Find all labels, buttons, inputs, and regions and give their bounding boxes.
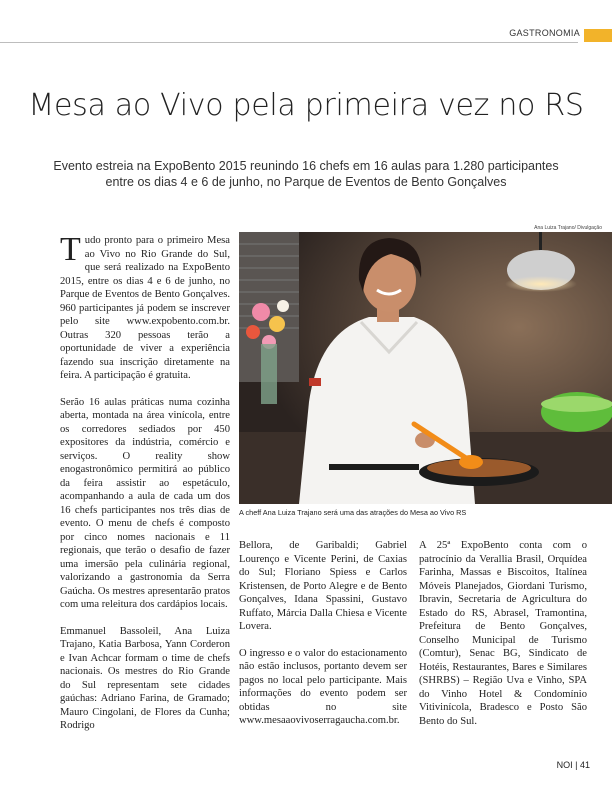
- photo-credit: Ana Luiza Trajano/ Divulgação: [534, 225, 602, 231]
- paragraph: Serão 16 aulas práticas numa cozinha aberta, montada na área vinícola, entre os corredores sediados por 450 expositores da indústria, comércio e serviços. O reality show enogastronômico permitirá ao público da feira assistir ao espetáculo, acompanhando a aula de cada um dos 16 chefs participantes nos três dias de evento. O menu de chefs é composto por cinco nomes nacionais e 11 regionais, que terão o desafio de fazer uma imersão pela culinária regional, valorizando a gastronomia da Serra Gaúcha. Os mestres apresentarão pratos com uma releitura dos cardápios locais.: [60, 396, 230, 610]
- paragraph: Emmanuel Bassoleil, Ana Luiza Trajano, Katia Barbosa, Yann Corderon e Ivan Achcar formam o time de chefs nacionais. Os mestres do Rio Grande do Sul representam sete cidades gaúchas: Adriano Farina, de Gramado; Mauro Cingolani, de Flores da Cunha; Rodrigo: [60, 625, 230, 731]
- paragraph: A 25ª ExpoBento conta com o patrocínio da Verallia Brasil, Orquídea Farinha, Massas e Biscoitos, Italínea Móveis Planejados, Giordani Turismo, Ibravin, Secretaria de Agricultura do Estado do RS, Abrasel, Tramontina, Prefeitura de Bento Gonçalves, Conselho Municipal de Turismo (Comtur), Senac BG, Sindicato de Hotéis, Restaurantes, Bares e Similares (SHRBS) – Região Uva e Vinho, SPA do Vinho Hotel & Condomínio Vitivinícola, Bradesco e Posto São Bento do Sul.: [419, 540, 587, 727]
- page-number: NOI | 41: [556, 760, 590, 770]
- section-color-block: [584, 29, 612, 42]
- drop-cap: T: [60, 231, 81, 268]
- paragraph: O ingresso e o valor do estacionamento não estão inclusos, portanto devem ser pagos no local pelo participante. Mais informações do evento podem ser obtidas no site www.mesaaovivoserragaucha.com.br.: [239, 647, 407, 726]
- article-column-2: [239, 539, 407, 741]
- paragraph-text: udo pronto para o primeiro Mesa ao Vivo no Rio Grande do Sul, que será realizado na ExpoBento 2015, entre os dias 4 e 6 de junho, no Parque de Eventos de Bento Gonçalves. 960 participantes já podem se inscrever pelo site www.expobento.com.br. Outras 320 pessoas terão a oportunidade de viver a experiência fazendo sua inscrição diretamente na feira. A participação é gratuita.: [60, 235, 230, 381]
- article-subtitle: Evento estreia na ExpoBento 2015 reunindo 16 chefs em 16 aulas para 1.280 participantes entre os dias 4 e 6 de junho, no Parque de Eventos de Bento Gonçalves: [53, 159, 559, 189]
- paragraph: Bellora, de Garibaldi; Gabriel Lourenço e Vicente Perini, de Caxias do Sul; Floriano Spiess e Carlos Kristensen, de Porto Alegre e de Bento Gonçalves, Idana Spassini, Gustavo Ruffato, Márcia Dalla Chiesa e Vicente Lovera.: [239, 540, 407, 632]
- section-label: GASTRONOMIA: [509, 28, 580, 38]
- article-column-1: [60, 231, 230, 746]
- paragraph: [60, 231, 230, 383]
- article-column-3: [419, 539, 587, 741]
- chef-photo: [239, 232, 612, 504]
- article-title: Mesa ao Vivo pela primeira vez no RS: [28, 88, 584, 123]
- section-divider: [0, 42, 578, 43]
- photo-caption: A cheff Ana Luiza Trajano será uma das atrações do Mesa ao Vivo RS: [239, 508, 467, 517]
